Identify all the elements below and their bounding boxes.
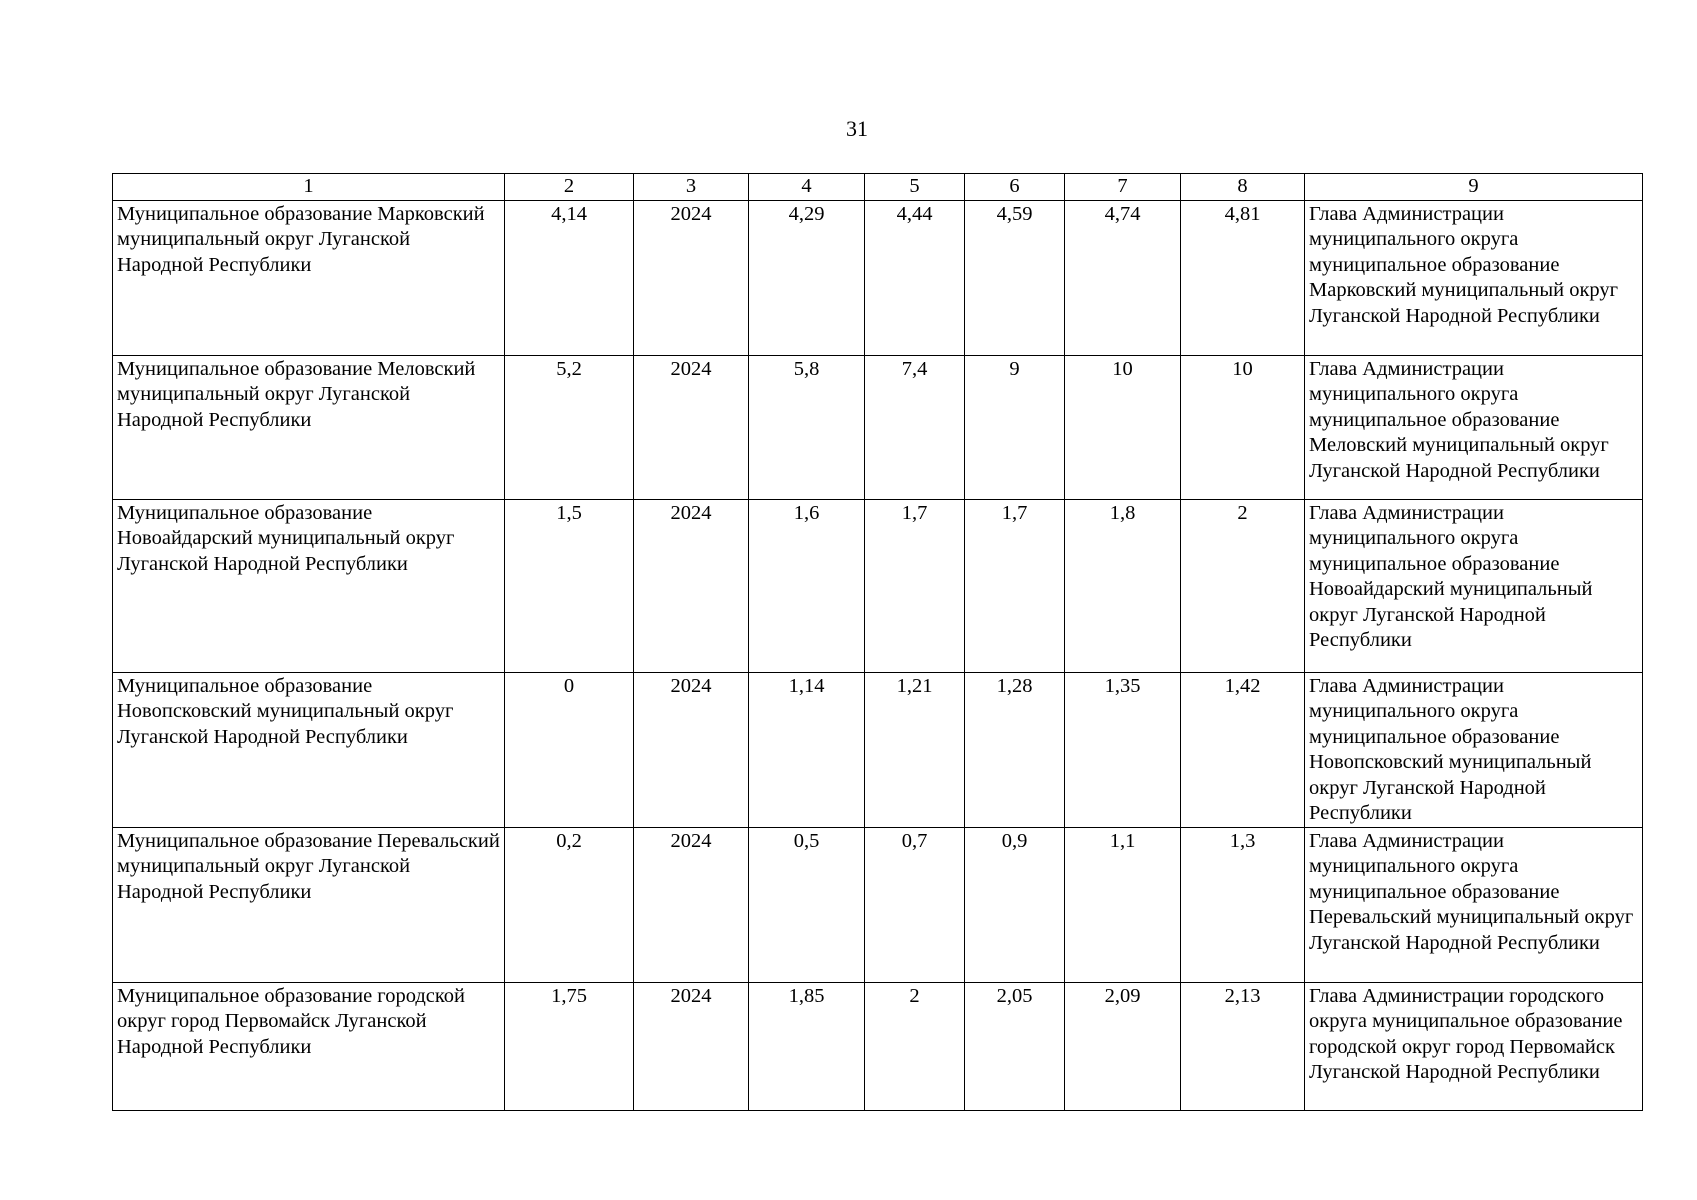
municipality-name-cell: Муниципальное образование Меловский муниципальный округ Луганской Народной Республики bbox=[113, 355, 505, 499]
table-row bbox=[113, 672, 1643, 827]
responsible-cell: Глава Администрации муниципального округа муниципальное образование Марковский муниципальный округ Луганской Народной Республики bbox=[1305, 200, 1643, 355]
municipality-name-cell: Муниципальное образование Новоайдарский муниципальный округ Луганской Народной Республики bbox=[113, 499, 505, 672]
column-header: 4 bbox=[749, 174, 865, 201]
value-cell: 1,1 bbox=[1065, 827, 1181, 982]
responsible-cell: Глава Администрации муниципального округа муниципальное образование Перевальский муниципальный округ Луганской Народной Республики bbox=[1305, 827, 1643, 982]
column-header: 5 bbox=[865, 174, 965, 201]
column-header: 1 bbox=[113, 174, 505, 201]
table-row bbox=[113, 982, 1643, 1110]
value-cell: 1,5 bbox=[505, 499, 634, 672]
value-cell: 2024 bbox=[634, 200, 749, 355]
value-cell: 5,2 bbox=[505, 355, 634, 499]
value-cell: 1,7 bbox=[865, 499, 965, 672]
table-row bbox=[113, 827, 1643, 982]
value-cell: 1,28 bbox=[965, 672, 1065, 827]
table-row bbox=[113, 355, 1643, 499]
value-cell: 2 bbox=[865, 982, 965, 1110]
table-row bbox=[113, 200, 1643, 355]
municipality-name-cell: Муниципальное образование Новопсковский муниципальный округ Луганской Народной Республики bbox=[113, 672, 505, 827]
column-header: 9 bbox=[1305, 174, 1643, 201]
column-header: 7 bbox=[1065, 174, 1181, 201]
value-cell: 7,4 bbox=[865, 355, 965, 499]
value-cell: 2,05 bbox=[965, 982, 1065, 1110]
column-header: 8 bbox=[1181, 174, 1305, 201]
value-cell: 4,44 bbox=[865, 200, 965, 355]
value-cell: 1,8 bbox=[1065, 499, 1181, 672]
value-cell: 2024 bbox=[634, 827, 749, 982]
value-cell: 0,5 bbox=[749, 827, 865, 982]
page-number: 31 bbox=[846, 116, 868, 141]
value-cell: 2024 bbox=[634, 982, 749, 1110]
value-cell: 5,8 bbox=[749, 355, 865, 499]
value-cell: 0 bbox=[505, 672, 634, 827]
value-cell: 2,09 bbox=[1065, 982, 1181, 1110]
value-cell: 0,7 bbox=[865, 827, 965, 982]
value-cell: 1,14 bbox=[749, 672, 865, 827]
value-cell: 10 bbox=[1181, 355, 1305, 499]
value-cell: 0,2 bbox=[505, 827, 634, 982]
value-cell: 2024 bbox=[634, 499, 749, 672]
value-cell: 4,74 bbox=[1065, 200, 1181, 355]
municipality-name-cell: Муниципальное образование городской округ город Первомайск Луганской Народной Республики bbox=[113, 982, 505, 1110]
municipality-name-cell: Муниципальное образование Перевальский муниципальный округ Луганской Народной Республики bbox=[113, 827, 505, 982]
value-cell: 10 bbox=[1065, 355, 1181, 499]
value-cell: 1,6 bbox=[749, 499, 865, 672]
table-row bbox=[113, 499, 1643, 672]
value-cell: 4,59 bbox=[965, 200, 1065, 355]
value-cell: 0,9 bbox=[965, 827, 1065, 982]
column-header: 6 bbox=[965, 174, 1065, 201]
value-cell: 1,35 bbox=[1065, 672, 1181, 827]
value-cell: 1,85 bbox=[749, 982, 865, 1110]
municipality-name-cell: Муниципальное образование Марковский муниципальный округ Луганской Народной Республики bbox=[113, 200, 505, 355]
value-cell: 2 bbox=[1181, 499, 1305, 672]
column-header: 3 bbox=[634, 174, 749, 201]
value-cell: 1,42 bbox=[1181, 672, 1305, 827]
value-cell: 1,21 bbox=[865, 672, 965, 827]
indicator-table bbox=[112, 173, 1643, 1111]
value-cell: 2024 bbox=[634, 355, 749, 499]
value-cell: 2,13 bbox=[1181, 982, 1305, 1110]
responsible-cell: Глава Администрации муниципального округа муниципальное образование Новопсковский муниципальный округ Луганской Народной Республики bbox=[1305, 672, 1643, 827]
responsible-cell: Глава Администрации муниципального округа муниципальное образование Новоайдарский муниципальный округ Луганской Народной Республики bbox=[1305, 499, 1643, 672]
header-row bbox=[113, 174, 1643, 201]
value-cell: 4,14 bbox=[505, 200, 634, 355]
value-cell: 4,81 bbox=[1181, 200, 1305, 355]
value-cell: 1,7 bbox=[965, 499, 1065, 672]
value-cell: 1,75 bbox=[505, 982, 634, 1110]
value-cell: 2024 bbox=[634, 672, 749, 827]
column-header: 2 bbox=[505, 174, 634, 201]
value-cell: 4,29 bbox=[749, 200, 865, 355]
responsible-cell: Глава Администрации муниципального округа муниципальное образование Меловский муниципальный округ Луганской Народной Республики bbox=[1305, 355, 1643, 499]
value-cell: 9 bbox=[965, 355, 1065, 499]
value-cell: 1,3 bbox=[1181, 827, 1305, 982]
responsible-cell: Глава Администрации городского округа муниципальное образование городской округ город Первомайск Луганской Народной Республики bbox=[1305, 982, 1643, 1110]
